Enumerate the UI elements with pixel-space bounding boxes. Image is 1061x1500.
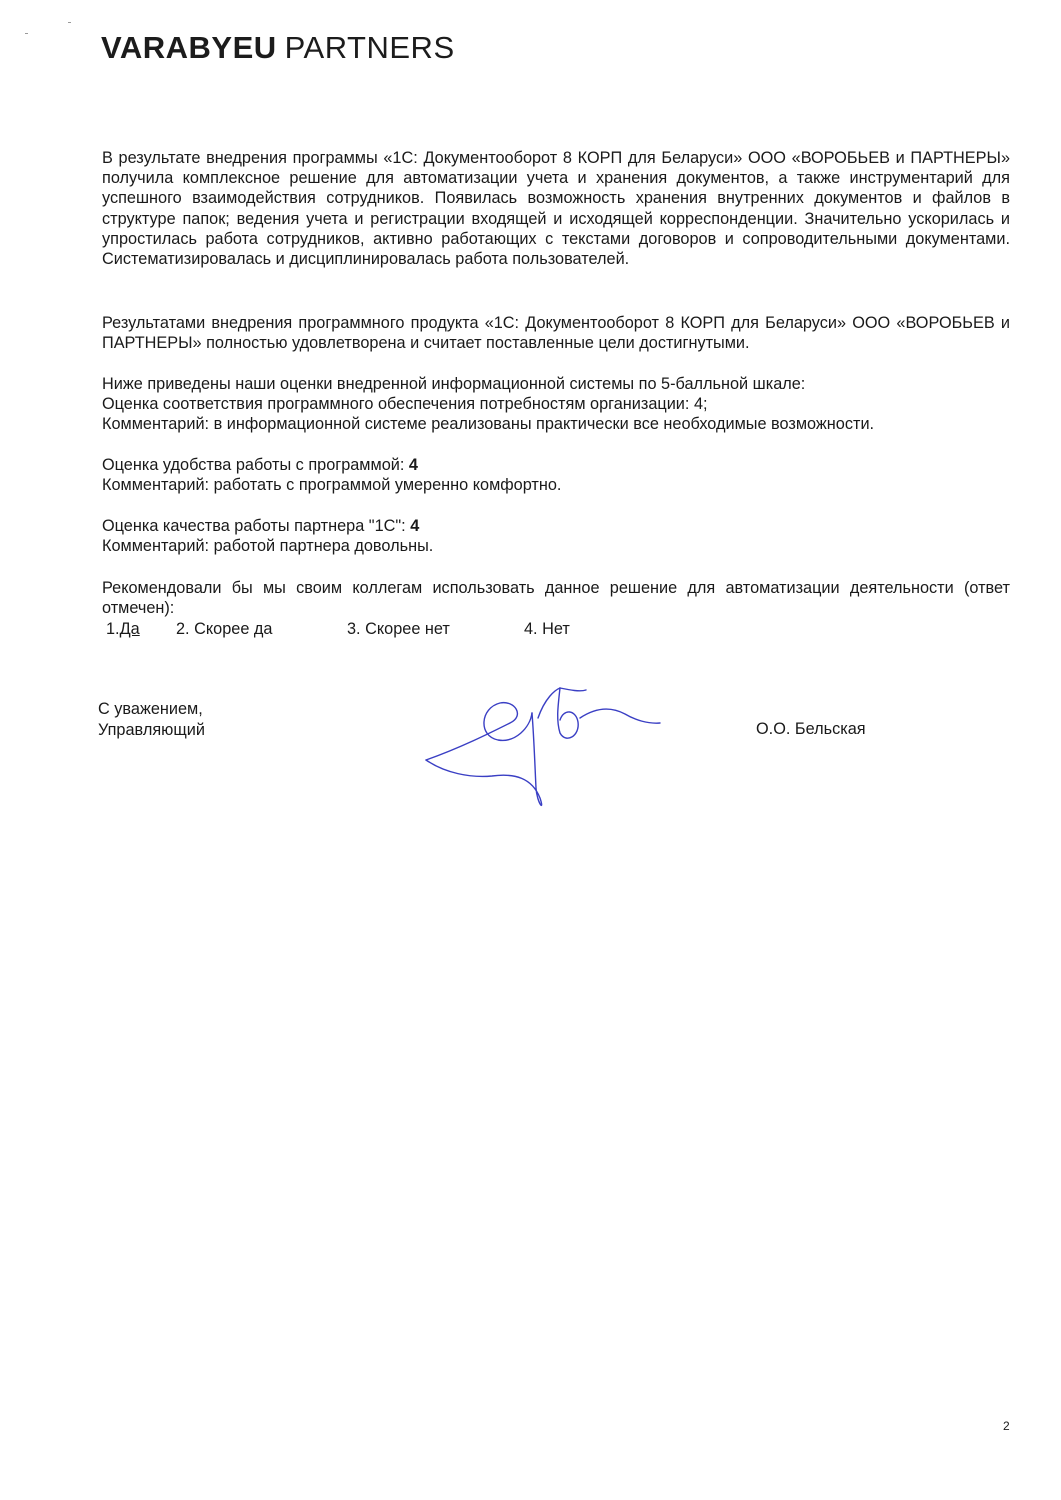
ratings-intro: Ниже приведены наши оценки внедренной информационной системы по 5-балльной шкале:: [102, 375, 806, 393]
partner-rating-label: Оценка качества работы партнера "1С":: [102, 517, 411, 535]
partner-rating-value: 4: [410, 517, 420, 535]
closing-block: [98, 699, 205, 740]
page-number: 2: [1003, 1419, 1010, 1433]
scan-speck: [25, 33, 28, 34]
signer-position: Управляющий: [98, 720, 205, 739]
option-yes: [106, 619, 153, 639]
option-yes-label-selected: Да: [119, 620, 140, 638]
usability-rating-label: Оценка удобства работы с программой:: [102, 456, 409, 474]
option-yes-number: 1.: [106, 620, 120, 638]
usability-comment: Комментарий: работать с программой умеренно комфортно.: [102, 476, 562, 495]
compliance-comment: Комментарий: в информационной системе реализованы практически все необходимые возможности.: [102, 415, 875, 434]
partner-comment: Комментарий: работой партнера довольны.: [102, 537, 434, 556]
recommendation-question: Рекомендовали бы мы своим коллегам использовать данное решение для автоматизации деятельности (ответ отмечен):: [102, 579, 1010, 618]
company-logo: [101, 30, 455, 66]
ratings-partner-block: [102, 516, 1010, 556]
handwritten-signature: [420, 678, 670, 818]
compliance-rating-line: Оценка соответствия программного обеспечения потребностям организации: 4;: [102, 395, 708, 414]
option-rather-yes: 2. Скорее да: [176, 620, 273, 638]
scan-speck: [68, 22, 71, 23]
ratings-compliance-block: [102, 374, 1010, 435]
closing-regards: С уважением,: [98, 700, 203, 718]
partner-rating-line: [102, 516, 1010, 536]
usability-rating-line: [102, 455, 1010, 475]
option-rather-no: 3. Скорее нет: [347, 620, 450, 638]
ratings-usability-block: [102, 455, 1010, 495]
usability-rating-value: 4: [408, 456, 418, 474]
paragraph-implementation-results: В результате внедрения программы «1С: Документооборот 8 КОРП для Беларуси» ООО «ВОРОБЬЕВ и ПАРТНЕРЫ» получила комплексное решение для автоматизации учета и хранения документов, а также инструментарий для успешного взаимодействия сотрудников. Появилась возможность хранения внутренних документов и файлов в структуре папок; ведения учета и регистрации входящей и исходящей корреспонденции. Значительно ускорилась и упростилась работа сотрудников, активно работающих с текстами договоров и сопроводительными документами. Систематизировалась и дисциплинировалась работа пользователей.: [102, 149, 1010, 269]
logo-light-text: PARTNERS: [284, 30, 455, 65]
logo-bold-text: VARABYEU: [101, 30, 277, 65]
paragraph-satisfaction: Результатами внедрения программного продукта «1С: Документооборот 8 КОРП для Беларуси» ООО «ВОРОБЬЕВ и ПАРТНЕРЫ» полностью удовлетворена и считает поставленные цели достигнутыми.: [102, 314, 1010, 353]
option-no: 4. Нет: [524, 620, 570, 638]
signer-name: О.О. Бельская: [756, 720, 866, 738]
